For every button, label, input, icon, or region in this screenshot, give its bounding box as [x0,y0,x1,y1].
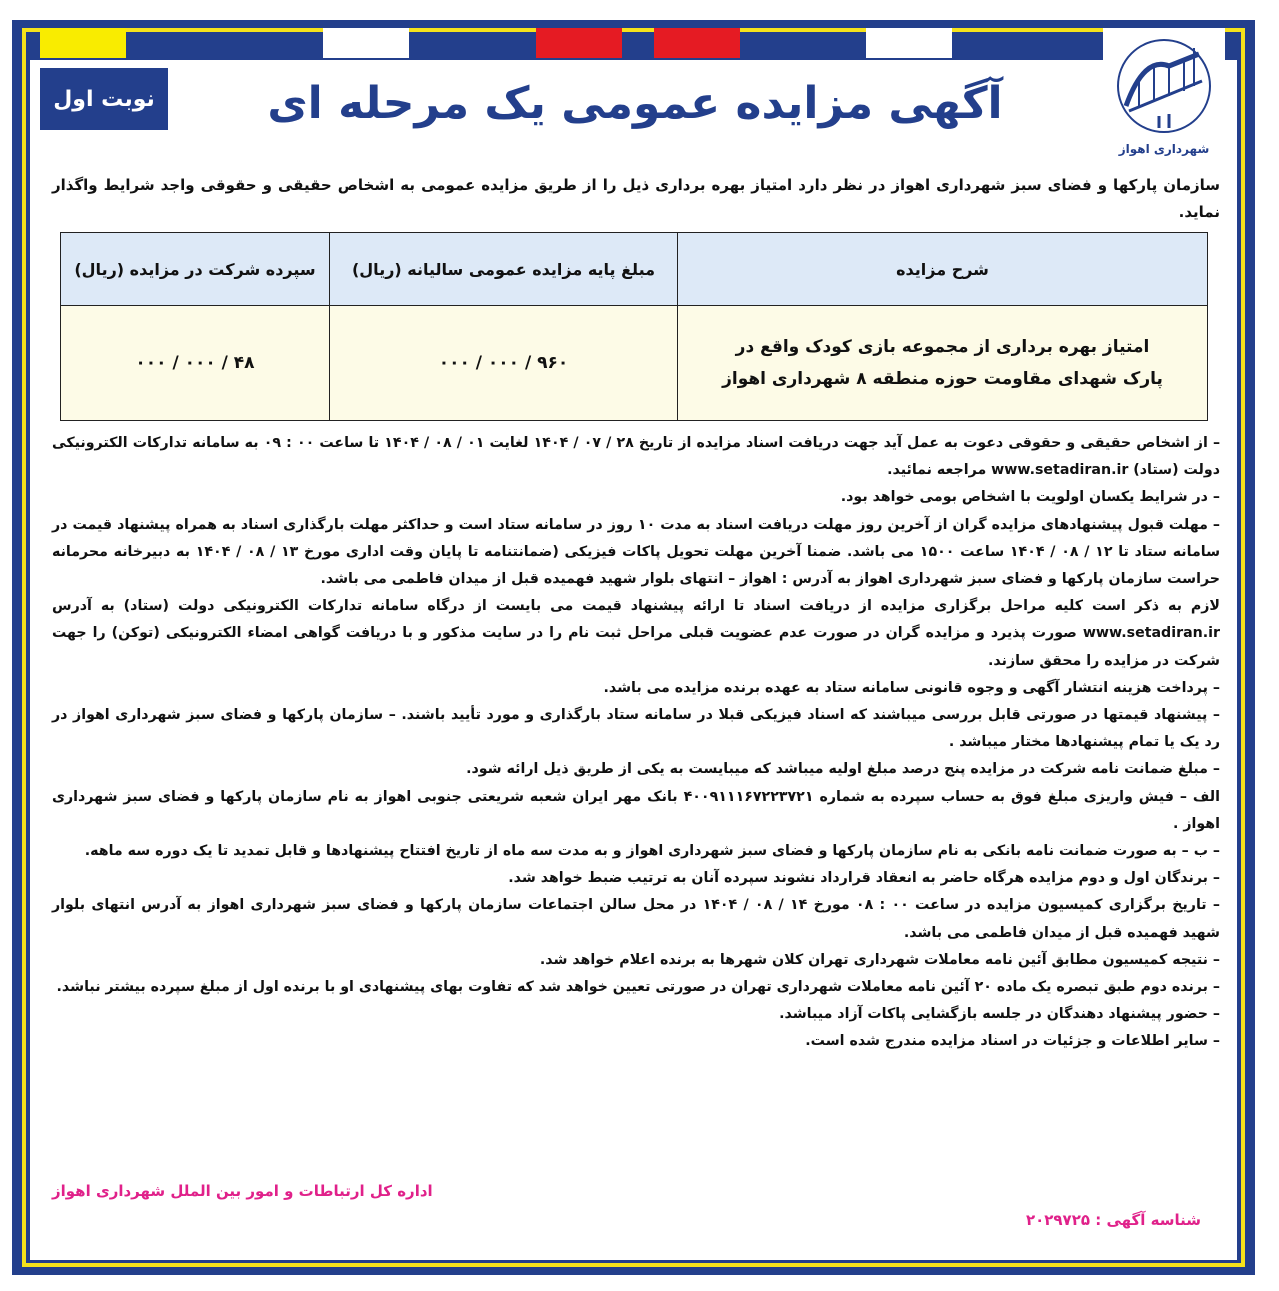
red-square [536,28,622,58]
turn-badge: نوبت اول [40,68,168,130]
department-signature: اداره کل ارتباطات و امور بین الملل شهرداری اهواز [52,1182,433,1200]
header-base-price: مبلغ پایه مزایده عمومی سالیانه (ریال) [330,233,678,306]
table-header-row [61,233,1208,306]
auction-table [60,232,1208,421]
red-square [654,28,740,58]
ad-id: شناسه آگهی : ۲۰۲۹۷۲۵ [1025,1211,1201,1229]
bridge-logo-icon [1114,36,1214,136]
condition-paragraph: – از اشخاص حقیقی و حقوقی دعوت به عمل آید جهت دریافت اسناد مزایده از تاریخ ۲۸ / ۰۷ / ۱۴۰۴ لغایت ۰۱ / ۰۸ / ۱۴۰۴ تا ساعت ۰۰ : ۰۹ به سامانه تدارکات الکترونیکی دولت (ستاد) www.setadiran.ir مراجعه نمائید. [52,435,1221,479]
condition-paragraph: – سایر اطلاعات و جزئیات در اسناد مزایده مندرج شده است. [805,1033,1220,1050]
condition-paragraph: – برنده دوم طبق تبصره یک ماده ۲۰ آئین نامه معاملات شهرداری تهران در صورتی تعیین خواهد شد که تفاوت بهای پیشنهادی او با برنده اول از مبلغ سپرده بیشتر نباشد. [56,979,1220,996]
condition-paragraph: – حضور پیشنهاد دهندگان در جلسه بازگشایی پاکات آزاد میباشد. [779,1006,1220,1023]
intro-text: سازمان پارکها و فضای سبز شهرداری اهواز در نظر دارد امتیاز بهره برداری ذیل را از طریق مزایده عمومی به اشخاص حقیقی و حقوقی واجد شرایط واگذار نماید. [52,176,1220,221]
condition-paragraph: – مهلت قبول پیشنهادهای مزایده گران از آخرین روز مهلت دریافت اسناد به مدت ۱۰ روز در سامانه ستاد است و حداکثر مهلت بارگذاری اسناد به همراه پیشنهاد قیمت در سامانه ستاد تا ۱۲ / ۰۸ / ۱۴۰۴ ساعت ۱۵۰۰ می باشد. ضمنا آخرین مهلت تحویل پاکات فیزیکی (ضمانتنامه تا پایان وقت اداری مورخ ۱۳ / ۰۸ / ۱۴۰۴ به دبیرخانه محرمانه حراست سازمان پارکها و فضای سبز شهرداری اهواز به آدرس : اهواز – انتهای بلوار شهید فهمیده قبل از میدان فاطمی می باشد. [52,516,1221,588]
condition-paragraph: لازم به ذکر است کلیه مراحل برگزاری مزایده از دریافت اسناد تا ارائه پیشنهاد قیمت می بایست از درگاه سامانه تدارکات الکترونیکی دولت (ستاد) به آدرس www.setadiran.ir صورت پذیرد و مزایده گران در صورت عدم عضویت قبلی مراحل ثبت نام را در سایت مذکور و با دریافت گواهی امضاء الکترونیکی (توکن) را جهت شرکت در مزایده را محقق سازند. [52,598,1220,669]
white-square [323,28,409,58]
logo-text: شهرداری اهواز [1118,142,1210,156]
condition-paragraph: – برندگان اول و دوم مزایده هرگاه حاضر به انعقاد قرارداد نشوند سپرده آنان به ترتیب ضبط خواهد شد. [508,870,1220,887]
header-deposit: سپرده شرکت در مزایده (ریال) [61,233,330,306]
condition-paragraph: – پیشنهاد قیمتها در صورتی قابل بررسی میباشند که اسناد فیزیکی قبلا در سامانه ستاد بارگذاری و مورد تأیید باشند. – سازمان پارکها و فضای سبز شهرداری اهواز در رد یک یا تمام پیشنهادها مختار میباشد . [52,707,1220,751]
table-row [61,306,1208,421]
condition-paragraph: – پرداخت هزینه انتشار آگهی و وجوه قانونی سامانه ستاد به عهده برنده مزایده می باشد. [603,679,1220,696]
condition-paragraph: – تاریخ برگزاری کمیسیون مزایده در ساعت ۰۰ : ۰۸ مورخ ۱۴ / ۰۸ / ۱۴۰۴ در محل سالن اجتماعات سازمان پارکها و فضای سبز شهرداری اهواز به آدرس انتهای بلوار شهید فهمیده قبل از میدان فاطمی می باشد. [52,897,1220,941]
condition-paragraph: – نتیجه کمیسیون مطابق آئین نامه معاملات شهرداری تهران کلان شهرها به برنده اعلام خواهد شد. [539,951,1220,968]
page-title: آگهی مزایده عمومی یک مرحله ای [267,78,1003,129]
white-square [866,28,952,58]
municipality-logo [1103,28,1225,166]
condition-paragraph: – در شرایط یکسان اولویت با اشخاص بومی خواهد بود. [840,489,1220,506]
cell-deposit: ۴۸ / ۰۰۰ / ۰۰۰ [61,306,330,421]
cell-description: امتیاز بهره برداری از مجموعه بازی کودک واقع در پارک شهدای مقاومت حوزه منطقه ۸ شهرداری اهواز [678,306,1208,421]
header-description: شرح مزایده [678,233,1208,306]
conditions-text [52,430,1220,1056]
cell-base-price: ۹۶۰ / ۰۰۰ / ۰۰۰ [330,306,678,421]
condition-paragraph: – مبلغ ضمانت نامه شرکت در مزایده پنج درصد مبلغ اولیه میباشد که میبایست به یکی از طریق ذیل ارائه شود. [466,761,1220,778]
condition-paragraph: – ب – به صورت ضمانت نامه بانکی به نام سازمان پارکها و فضای سبز شهرداری اهواز و به مدت سه ماه از تاریخ افتتاح پیشنهادها و قابل تمدید تا یک دوره سه ماهه. [84,843,1220,860]
yellow-square [40,28,126,58]
condition-paragraph: الف – فیش واریزی مبلغ فوق به حساب سپرده به شماره ۴۰۰۹۱۱۱۶۷۲۲۳۷۲۱ بانک مهر ایران شعبه شریعتی جنوبی اهواز به نام سازمان پارکها و فضای سبز شهرداری اهواز . [52,788,1220,832]
